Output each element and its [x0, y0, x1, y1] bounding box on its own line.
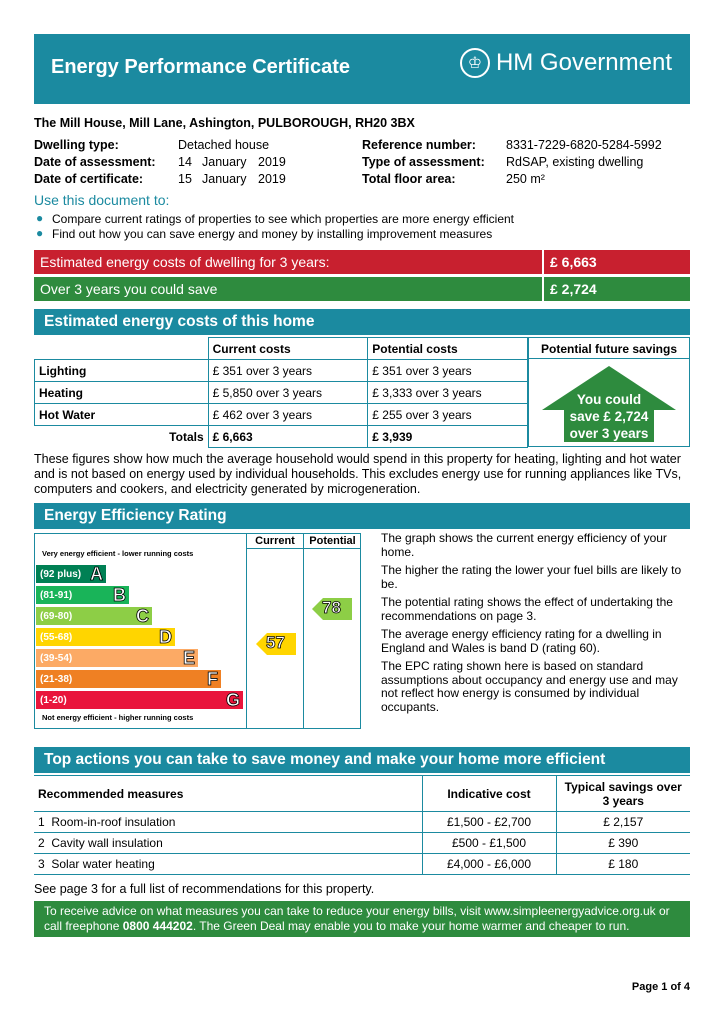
band-letter: F: [207, 669, 218, 689]
band-range: (39-54): [40, 653, 73, 664]
cost-cell: £4,000 - £6,000: [422, 854, 556, 875]
current-column-header: Current: [255, 535, 295, 547]
logo-text: HM Government: [495, 49, 672, 76]
savings-line: You could: [576, 392, 642, 407]
potential-cost-cell: £ 351 over 3 years: [368, 360, 528, 382]
rating-note: The average energy efficiency rating for a dwelling in England and Wales is band D (rating 60).: [381, 627, 662, 655]
advice-line: call freephone 0800 444202. The Green Deal may enable you to make your home warmer and cheaper to run.: [44, 919, 630, 933]
measures-header: Recommended measures: [34, 776, 422, 812]
measure-cell: 1 Room-in-roof insulation: [34, 812, 422, 833]
totals-label: Totals: [35, 426, 209, 448]
details-right: [362, 138, 692, 189]
assessment-day: 14: [178, 155, 192, 169]
current-costs-header: Current costs: [208, 338, 368, 360]
rating-note: The higher the rating the lower your fuel bills are likely to be.: [381, 563, 682, 591]
totals-row: [35, 426, 528, 448]
rating-band-g: [36, 691, 243, 709]
bullet-text: Find out how you can save energy and money by installing improvement measures: [52, 227, 493, 241]
current-rating-value: 57: [266, 633, 285, 652]
table-row: [35, 404, 528, 426]
band-range: (69-80): [40, 611, 73, 622]
table-row: [35, 360, 528, 382]
assessment-month: January: [202, 155, 247, 169]
band-range: (92 plus): [40, 569, 82, 580]
current-cost-cell: £ 462 over 3 years: [208, 404, 368, 426]
totals-current: £ 6,663: [208, 426, 368, 448]
hm-government-logo: [460, 48, 672, 78]
table-row: [34, 854, 690, 875]
band-range: (81-91): [40, 590, 73, 601]
band-letter: E: [182, 648, 195, 668]
bullet-text: Compare current ratings of properties to see which properties are more energy efficient: [52, 212, 515, 226]
current-cost-cell: £ 351 over 3 years: [208, 360, 368, 382]
rating-band-b: [36, 586, 129, 604]
details-left: [34, 138, 364, 189]
potential-column-header: Potential: [309, 535, 356, 547]
crest-icon: ♔: [460, 48, 490, 78]
blank-header: [35, 338, 209, 360]
band-letter: G: [225, 690, 240, 710]
floor-area-label: Total floor area:: [362, 172, 456, 186]
bullet-icon: ●: [36, 226, 44, 240]
reference-label: Reference number:: [362, 138, 476, 152]
header-banner: [34, 34, 690, 104]
certificate-month: January: [202, 172, 247, 186]
current-cost-cell: £ 5,850 over 3 years: [208, 382, 368, 404]
future-savings-header: Potential future savings: [528, 337, 690, 359]
rating-band-e: [36, 649, 198, 667]
top-caption: Very energy efficient - lower running costs: [42, 549, 194, 558]
band-range: (1-20): [40, 695, 67, 706]
cost-cell: £500 - £1,500: [422, 833, 556, 854]
recommendations-table: [34, 775, 690, 875]
savings-label: Over 3 years you could save: [40, 281, 218, 297]
certificate-date-label: Date of certificate:: [34, 172, 144, 186]
divider: [542, 250, 544, 274]
bullet-icon: ●: [36, 211, 44, 225]
saving-cell: £ 180: [556, 854, 690, 875]
page-number: Page 1 of 4: [631, 981, 690, 993]
assessment-type-value: RdSAP, existing dwelling: [506, 155, 644, 169]
savings-line: save £ 2,724: [569, 409, 649, 424]
use-doc-list: [34, 212, 514, 242]
saving-cell: £ 2,157: [556, 812, 690, 833]
savings-arrow-text: [554, 391, 664, 442]
reference-value: 8331-7229-6820-5284-5992: [506, 138, 662, 152]
property-address: The Mill House, Mill Lane, Ashington, PULBOROUGH, RH20 3BX: [34, 116, 415, 130]
rating-section-heading: Energy Efficiency Rating: [34, 503, 690, 529]
rating-band-f: [36, 670, 221, 688]
divider: [246, 533, 247, 729]
cost-cell: £1,500 - £2,700: [422, 812, 556, 833]
saving-cell: £ 390: [556, 833, 690, 854]
row-label: Lighting: [35, 360, 209, 382]
assessment-type-label: Type of assessment:: [362, 155, 485, 169]
divider: [303, 533, 304, 729]
band-letter: D: [159, 627, 172, 647]
totals-potential: £ 3,939: [368, 426, 528, 448]
use-doc-heading: Use this document to:: [34, 192, 170, 208]
assessment-date-label: Date of assessment:: [34, 155, 156, 169]
dwelling-type-label: Dwelling type:: [34, 138, 119, 152]
table-row: [34, 812, 690, 833]
assessment-year: 2019: [258, 155, 286, 169]
see-page-note: See page 3 for a full list of recommendations for this property.: [34, 882, 375, 896]
table-row: [34, 833, 690, 854]
potential-costs-header: Potential costs: [368, 338, 528, 360]
page-title: Energy Performance Certificate: [51, 56, 351, 78]
certificate-day: 15: [178, 172, 192, 186]
list-item: [34, 227, 514, 242]
certificate-year: 2019: [258, 172, 286, 186]
measure-cell: 3 Solar water heating: [34, 854, 422, 875]
band-letter: A: [90, 564, 103, 584]
rating-band-a: [36, 565, 106, 583]
rating-band-c: [36, 607, 152, 625]
savings-line: over 3 years: [569, 426, 649, 441]
bottom-caption: Not energy efficient - higher running costs: [42, 713, 194, 722]
estimated-cost-label: Estimated energy costs of dwelling for 3 years:: [40, 254, 330, 270]
savings-header: Typical savings over 3 years: [556, 776, 690, 812]
floor-area-value: 250 m²: [506, 172, 545, 186]
advice-line: To receive advice on what measures you can take to reduce your energy bills, visit www.simpleenergyadvice.org.uk or: [44, 904, 670, 918]
cost-header: Indicative cost: [422, 776, 556, 812]
divider: [542, 277, 544, 301]
dwelling-type-value: Detached house: [178, 138, 270, 152]
potential-cost-cell: £ 3,333 over 3 years: [368, 382, 528, 404]
band-letter: C: [136, 606, 149, 626]
table-row: [35, 382, 528, 404]
costs-section-heading: Estimated energy costs of this home: [34, 309, 690, 335]
rating-note: The graph shows the current energy efficiency of your home.: [381, 531, 667, 559]
estimated-cost-bar: [34, 250, 690, 274]
freephone-number: 0800 444202: [122, 919, 193, 933]
savings-bar: [34, 277, 690, 301]
measure-cell: 2 Cavity wall insulation: [34, 833, 422, 854]
rating-note: The EPC rating shown here is based on standard assumptions about occupancy and energy use and may not reflect how energy is consumed by individual occupants.: [381, 659, 678, 714]
rating-notes: [381, 532, 691, 714]
costs-note: These figures show how much the average household would spend in this property for heating, lighting and hot water and is not based on energy used by individual households. This excludes energy use for running appliances like TVs, computers and cookers, and electricity generated by microgeneration.: [34, 452, 682, 496]
potential-cost-cell: £ 255 over 3 years: [368, 404, 528, 426]
potential-rating-value: 78: [322, 598, 341, 617]
band-range: (21-38): [40, 674, 73, 685]
row-label: Heating: [35, 382, 209, 404]
advice-banner: [34, 901, 690, 937]
list-item: [34, 212, 514, 227]
band-range: (55-68): [40, 632, 73, 643]
divider: [246, 548, 361, 549]
estimated-cost-value: £ 6,663: [550, 254, 597, 270]
savings-value: £ 2,724: [550, 281, 597, 297]
costs-table: [34, 337, 528, 448]
band-letter: B: [113, 585, 126, 605]
rating-band-d: [36, 628, 175, 646]
actions-section-heading: Top actions you can take to save money and make your home more efficient: [34, 747, 690, 773]
row-label: Hot Water: [35, 404, 209, 426]
rating-note: The potential rating shows the effect of undertaking the recommendations on page 3.: [381, 595, 673, 623]
